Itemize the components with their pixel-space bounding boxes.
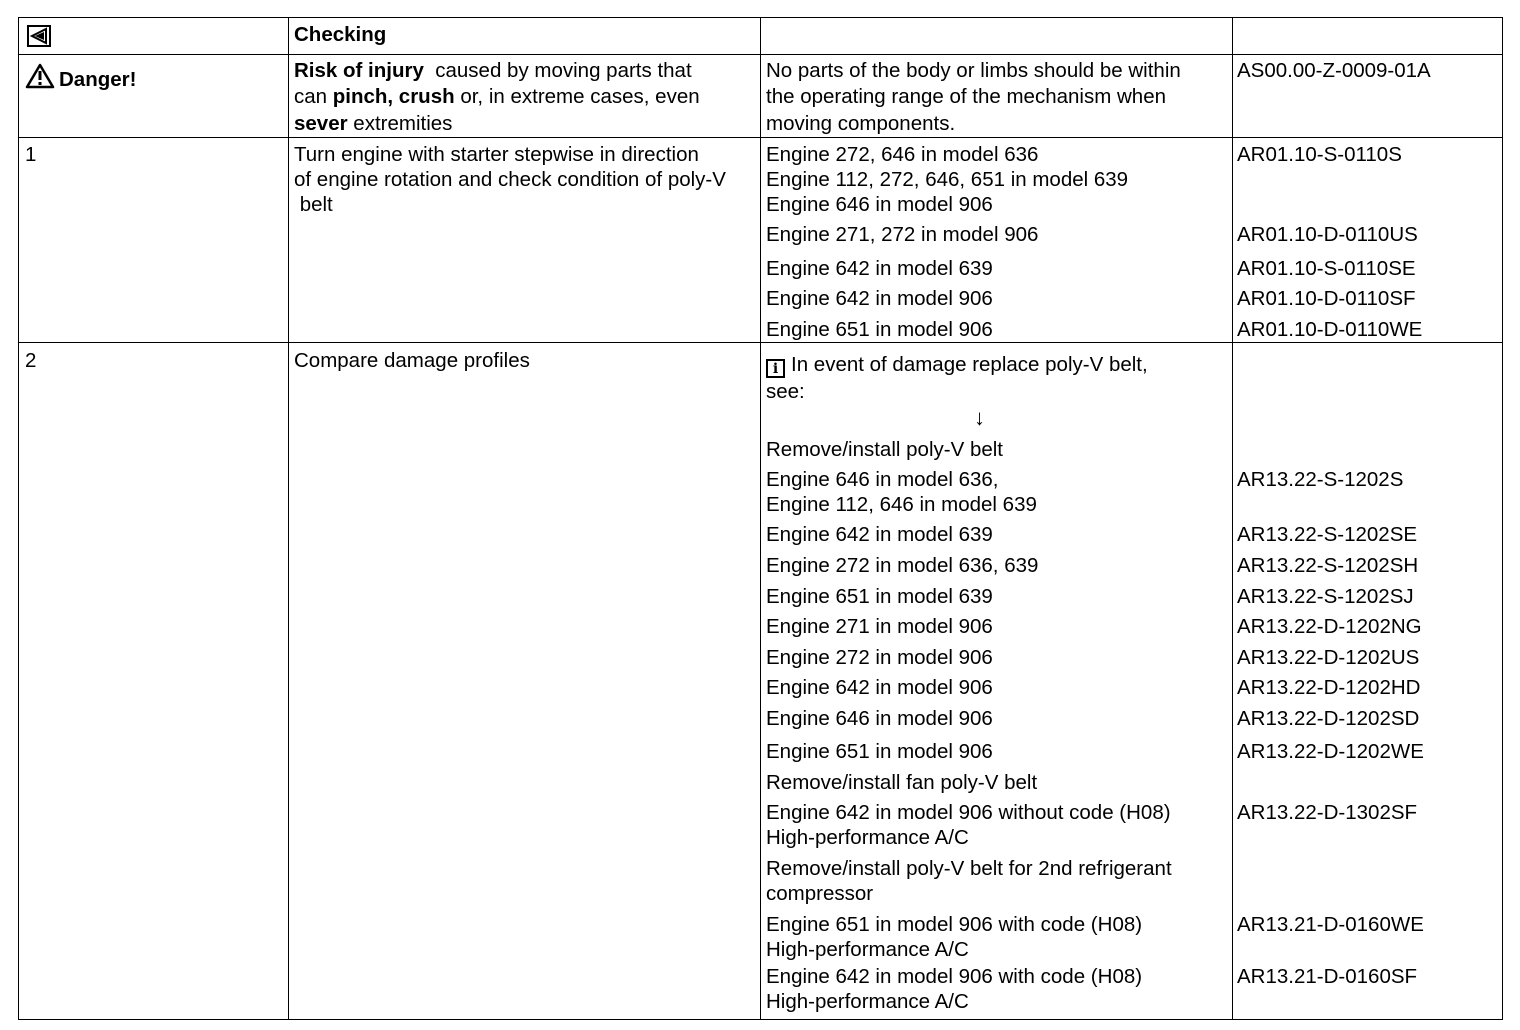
step1-engine-line: Engine 112, 272, 646, 651 in model 639: [766, 168, 1129, 191]
procedure-table: [18, 17, 1503, 1020]
info-icon: i: [766, 359, 785, 378]
column-divider-1: [288, 17, 289, 1020]
step2-heading: Remove/install poly-V belt for 2nd refrigerant: [766, 857, 1172, 880]
step1-reference[interactable]: AR01.10-S-0110S: [1237, 143, 1402, 166]
step2-reference[interactable]: AR13.22-S-1202SE: [1237, 523, 1418, 546]
step2-engine-line: Engine 642 in model 906 with code (H08): [766, 965, 1143, 988]
step2-reference[interactable]: AR13.22-D-1202US: [1237, 646, 1420, 669]
danger-reference[interactable]: AS00.00-Z-0009-01A: [1237, 59, 1431, 82]
table-border-bottom: [18, 1019, 1503, 1020]
danger-risk-line-1: [294, 58, 692, 84]
column-divider-3: [1232, 17, 1233, 1020]
danger-measure-line-1: No parts of the body or limbs should be within: [766, 59, 1181, 82]
step2-reference[interactable]: AR13.22-D-1202HD: [1237, 676, 1421, 699]
step-number-1: 1: [25, 143, 37, 166]
step1-engine-line: Engine 271, 272 in model 906: [766, 223, 1039, 246]
danger-risk-line-3: [294, 111, 452, 137]
risk-text-2a: can: [294, 85, 333, 108]
step1-reference[interactable]: AR01.10-D-0110WE: [1237, 318, 1423, 341]
step2-engine-line: Engine 272 in model 636, 639: [766, 554, 1039, 577]
section-title: Checking: [294, 23, 387, 46]
step1-instruction-line-3: belt: [294, 193, 333, 216]
danger-measure-line-2: the operating range of the mechanism when: [766, 85, 1167, 108]
step1-engine-line: Engine 272, 646 in model 636: [766, 143, 1039, 166]
row-divider-header: [18, 54, 1503, 55]
step2-heading: Remove/install fan poly-V belt: [766, 771, 1038, 794]
step2-engine-line: Engine 272 in model 906: [766, 646, 993, 669]
step2-heading: Remove/install poly-V belt: [766, 438, 1003, 461]
step2-engine-line: Engine 646 in model 906: [766, 707, 993, 730]
step1-reference[interactable]: AR01.10-S-0110SE: [1237, 257, 1416, 280]
step2-reference[interactable]: AR13.22-S-1202SJ: [1237, 585, 1414, 608]
step2-heading: compressor: [766, 882, 874, 905]
step2-reference[interactable]: AR13.22-D-1202WE: [1237, 740, 1424, 763]
warning-triangle-icon: [25, 63, 55, 96]
step1-engine-line: Engine 646 in model 906: [766, 193, 993, 216]
step1-reference[interactable]: AR01.10-D-0110SF: [1237, 287, 1416, 310]
info-note-line-2: see:: [766, 380, 805, 403]
step2-engine-line: Engine 271 in model 906: [766, 615, 993, 638]
step2-engine-line: Engine 646 in model 636,: [766, 468, 999, 491]
risk-of-injury: Risk of injury: [294, 59, 424, 82]
step2-engine-line: Engine 642 in model 906 without code (H08): [766, 801, 1171, 824]
danger-text: Danger!: [59, 68, 137, 91]
risk-text-1: caused by moving parts that: [423, 59, 692, 82]
step2-engine-line: Engine 651 in model 906: [766, 740, 993, 763]
step1-instruction-line-2: of engine rotation and check condition of poly-V: [294, 168, 726, 191]
risk-text-2b: or, in extreme cases, even: [454, 85, 700, 108]
danger-label: [25, 63, 136, 96]
pinch-crush: pinch, crush: [332, 85, 455, 108]
row-divider-danger: [18, 137, 1503, 138]
step2-engine-line: High-performance A/C: [766, 938, 969, 961]
step1-instruction-line-1: Turn engine with starter stepwise in direction: [294, 143, 699, 166]
step2-engine-line: Engine 112, 646 in model 639: [766, 493, 1037, 516]
info-note-line-1: [766, 352, 1148, 378]
column-divider-2: [760, 17, 761, 1020]
step2-engine-line: High-performance A/C: [766, 826, 969, 849]
sever: sever: [294, 112, 348, 135]
step2-engine-line: Engine 642 in model 639: [766, 523, 993, 546]
step2-engine-line: High-performance A/C: [766, 990, 969, 1013]
step1-engine-line: Engine 642 in model 906: [766, 287, 993, 310]
step2-engine-line: Engine 651 in model 639: [766, 585, 993, 608]
step2-engine-line: Engine 642 in model 906: [766, 676, 993, 699]
step2-reference[interactable]: AR13.22-D-1202NG: [1237, 615, 1422, 638]
step2-reference[interactable]: AR13.21-D-0160WE: [1237, 913, 1424, 936]
step1-engine-line: Engine 651 in model 906: [766, 318, 993, 341]
back-triangle-icon[interactable]: [27, 25, 51, 47]
step1-reference[interactable]: AR01.10-D-0110US: [1237, 223, 1418, 246]
table-border-top: [18, 17, 1503, 18]
step2-reference[interactable]: AR13.22-D-1302SF: [1237, 801, 1418, 824]
step1-engine-line: Engine 642 in model 639: [766, 257, 993, 280]
info-text-1: In event of damage replace poly-V belt,: [791, 353, 1148, 376]
step2-reference[interactable]: AR13.22-S-1202S: [1237, 468, 1404, 491]
danger-risk-line-2: [294, 84, 700, 110]
step-number-2: 2: [25, 349, 37, 372]
step2-reference[interactable]: AR13.21-D-0160SF: [1237, 965, 1418, 988]
risk-text-3: extremities: [347, 112, 453, 135]
danger-measure-line-3: moving components.: [766, 112, 956, 135]
table-border-right: [1502, 17, 1503, 1020]
step2-reference[interactable]: AR13.22-D-1202SD: [1237, 707, 1420, 730]
table-border-left: [18, 17, 19, 1020]
down-arrow-icon: ↓: [974, 405, 985, 430]
step2-reference[interactable]: AR13.22-S-1202SH: [1237, 554, 1419, 577]
step2-instruction: Compare damage profiles: [294, 349, 530, 372]
step2-engine-line: Engine 651 in model 906 with code (H08): [766, 913, 1143, 936]
